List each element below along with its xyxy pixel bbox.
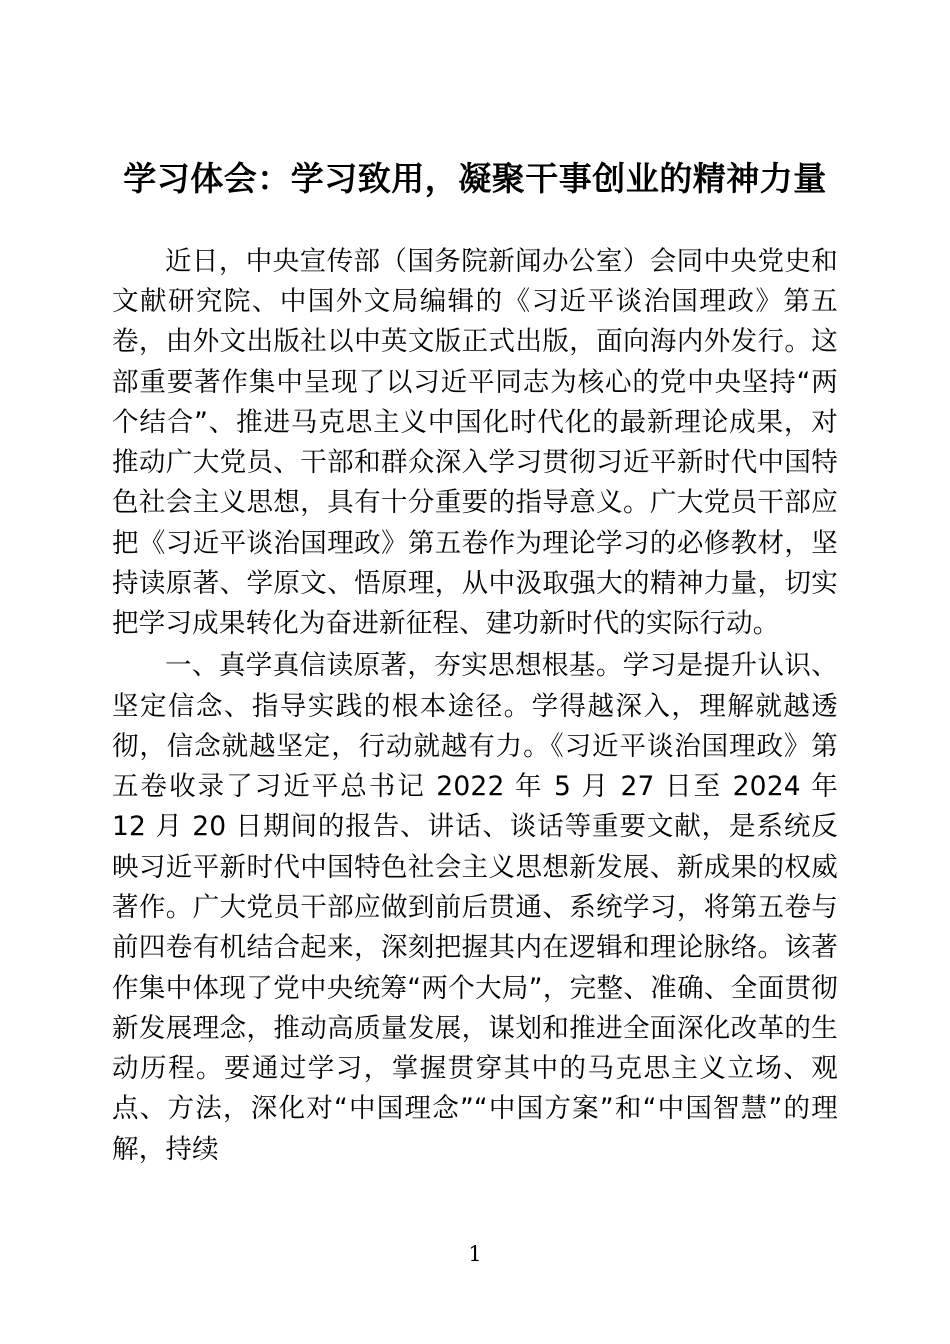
- paragraph-2: 一、真学真信读原著，夯实思想根基。学习是提升认识、坚定信念、指导实践的根本途径。学得越深入，理解就越透彻，信念就越坚定，行动就越有力。《习近平谈治国理政》第五卷收录了习近平总书记 2022 年 5 月 27 日至 2024 年 12 月 20 日期间的报告、讲话、谈话等重要文献，是系统反映习近平新时代中国特色社会主义思想新发展、新成果的权威著作。广大党员干部应做到前后贯通、系统学习，将第五卷与前四卷有机结合起来，深刻把握其内在逻辑和理论脉络。该著作集中体现了党中央统筹“两个大局”，完整、准确、全面贯彻新发展理念，推动高质量发展，谋划和推进全面深化改革的生动历程。要通过学习，掌握贯穿其中的马克思主义立场、观点、方法，深化对“中国理念”“中国方案”和“中国智慧”的理解，持续: [112, 650, 838, 1165]
- page-title: 学习体会：学习致用，凝聚干事创业的精神力量: [123, 159, 827, 198]
- page-number: 1: [468, 1242, 482, 1266]
- paragraph-1: 近日，中央宣传部（国务院新闻办公室）会同中央党史和文献研究院、中国外文局编辑的《习近平谈治国理政》第五卷，由外文出版社以中英文版正式出版，面向海内外发行。这部重要著作集中呈现了以习近平同志为核心的党中央坚持“两个结合”、推进马克思主义中国化时代化的最新理论成果，对推动广大党员、干部和群众深入学习贯彻习近平新时代中国特色社会主义思想，具有十分重要的指导意义。广大党员干部应把《习近平谈治国理政》第五卷作为理论学习的必修教材，坚持读原著、学原文、悟原理，从中汲取强大的精神力量，切实把学习成果转化为奋进新征程、建功新时代的实际行动。: [112, 245, 838, 640]
